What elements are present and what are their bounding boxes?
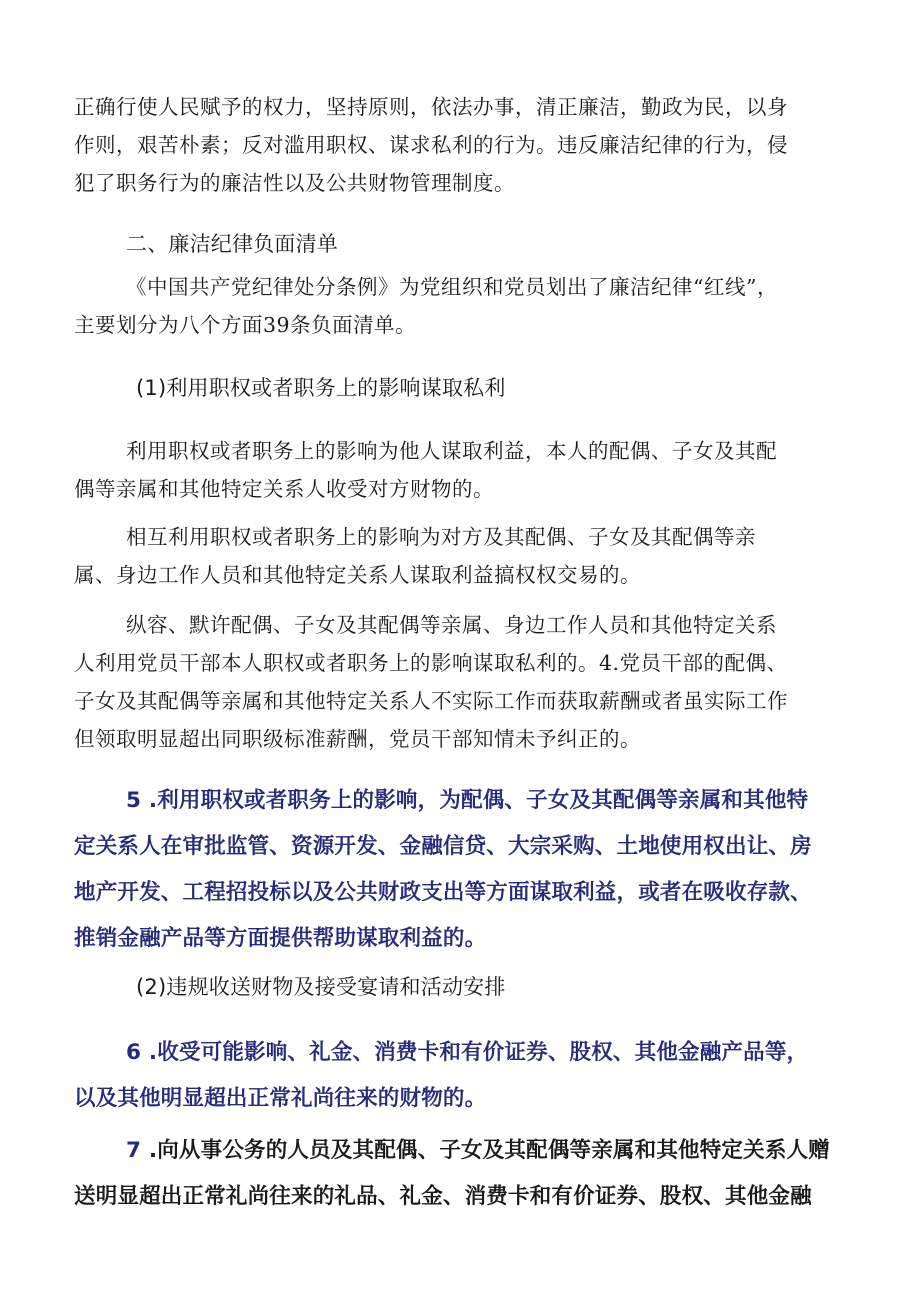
item-5-number: 5	[126, 788, 142, 813]
item-6-number: 6	[126, 1040, 142, 1065]
item-7-line-2: 送明显超出正常礼尚往来的礼品、礼金、消费卡和有价证券、股权、其他金融	[74, 1184, 812, 1209]
item-3-line-1: 纵容、默许配偶、子女及其配偶等亲属、身边工作人员和其他特定关系	[126, 613, 777, 637]
item-7-line-1-text: .向从事公务的人员及其配偶、子女及其配偶等亲属和其他特定关系人赠	[141, 1138, 830, 1163]
item-7-paragraph	[74, 1128, 866, 1220]
section-paragraph-line-1: 《中国共产党纪律处分条例》为党组织和党员划出了廉洁纪律“红线”，	[126, 275, 778, 299]
section-heading-text: 二、廉洁纪律负面清单	[126, 232, 338, 256]
item-7-line-1	[74, 1128, 866, 1174]
item-5-paragraph	[74, 778, 866, 962]
intro-line-2: 作则，艰苦朴素；反对滥用职权、谋求私利的行为。违反廉洁纪律的行为，侵	[74, 133, 788, 157]
item-5-line-1-text: .利用职权或者职务上的影响，为配偶、子女及其配偶等亲属和其他特	[141, 788, 809, 813]
item-3-line-4: 但领取明显超出同职级标准薪酬，党员干部知情未予纠正的。	[74, 727, 641, 751]
item-1-paragraph	[74, 432, 866, 508]
item-5-line-3: 地产开发、工程招投标以及公共财政支出等方面谋取利益，或者在吸收存款、	[74, 880, 812, 905]
item-6-line-2: 以及其他明显超出正常礼尚往来的财物的。	[74, 1086, 487, 1111]
item-2-line-1: 相互利用职权或者职务上的影响为对方及其配偶、子女及其配偶等亲	[126, 525, 756, 549]
subheading-1-text: (1)利用职权或者职务上的影响谋取私利	[136, 376, 506, 400]
item-3-line-3: 子女及其配偶等亲属和其他特定关系人不实际工作而获取薪酬或者虽实际工作	[74, 689, 788, 713]
section-paragraph-line-2: 主要划分为八个方面39条负面清单。	[74, 313, 417, 337]
item-7-number: 7	[126, 1138, 142, 1163]
section-heading	[74, 225, 866, 263]
item-1-line-2: 偶等亲属和其他特定关系人收受对方财物的。	[74, 477, 494, 501]
item-5-line-1	[74, 778, 866, 824]
item-5-line-4: 推销金融产品等方面提供帮助谋取利益的。	[74, 926, 487, 951]
intro-paragraph	[74, 88, 866, 202]
item-1-line-1: 利用职权或者职务上的影响为他人谋取利益，本人的配偶、子女及其配	[126, 439, 777, 463]
item-5-line-2: 定关系人在审批监管、资源开发、金融信贷、大宗采购、土地使用权出让、房	[74, 834, 812, 859]
intro-line-3: 犯了职务行为的廉洁性以及公共财物管理制度。	[74, 171, 515, 195]
subheading-2	[74, 968, 866, 1006]
subheading-1	[74, 369, 866, 407]
section-paragraph	[74, 268, 866, 344]
intro-line-1: 正确行使人民赋予的权力，坚持原则，依法办事，清正廉洁，勤政为民，以身	[74, 95, 788, 119]
item-2-paragraph	[74, 518, 866, 594]
item-6-paragraph	[74, 1030, 866, 1122]
subheading-2-text: (2)违规收送财物及接受宴请和活动安排	[136, 975, 506, 999]
item-6-line-1	[74, 1030, 866, 1076]
item-3-line-2: 人利用党员干部本人职权或者职务上的影响谋取私利的。4.党员干部的配偶、	[74, 651, 788, 675]
item-2-line-2: 属、身边工作人员和其他特定关系人谋取利益搞权权交易的。	[74, 563, 641, 587]
item-3-paragraph	[74, 606, 866, 758]
item-6-line-1-text: .收受可能影响、礼金、消费卡和有价证券、股权、其他金融产品等，	[141, 1040, 809, 1065]
